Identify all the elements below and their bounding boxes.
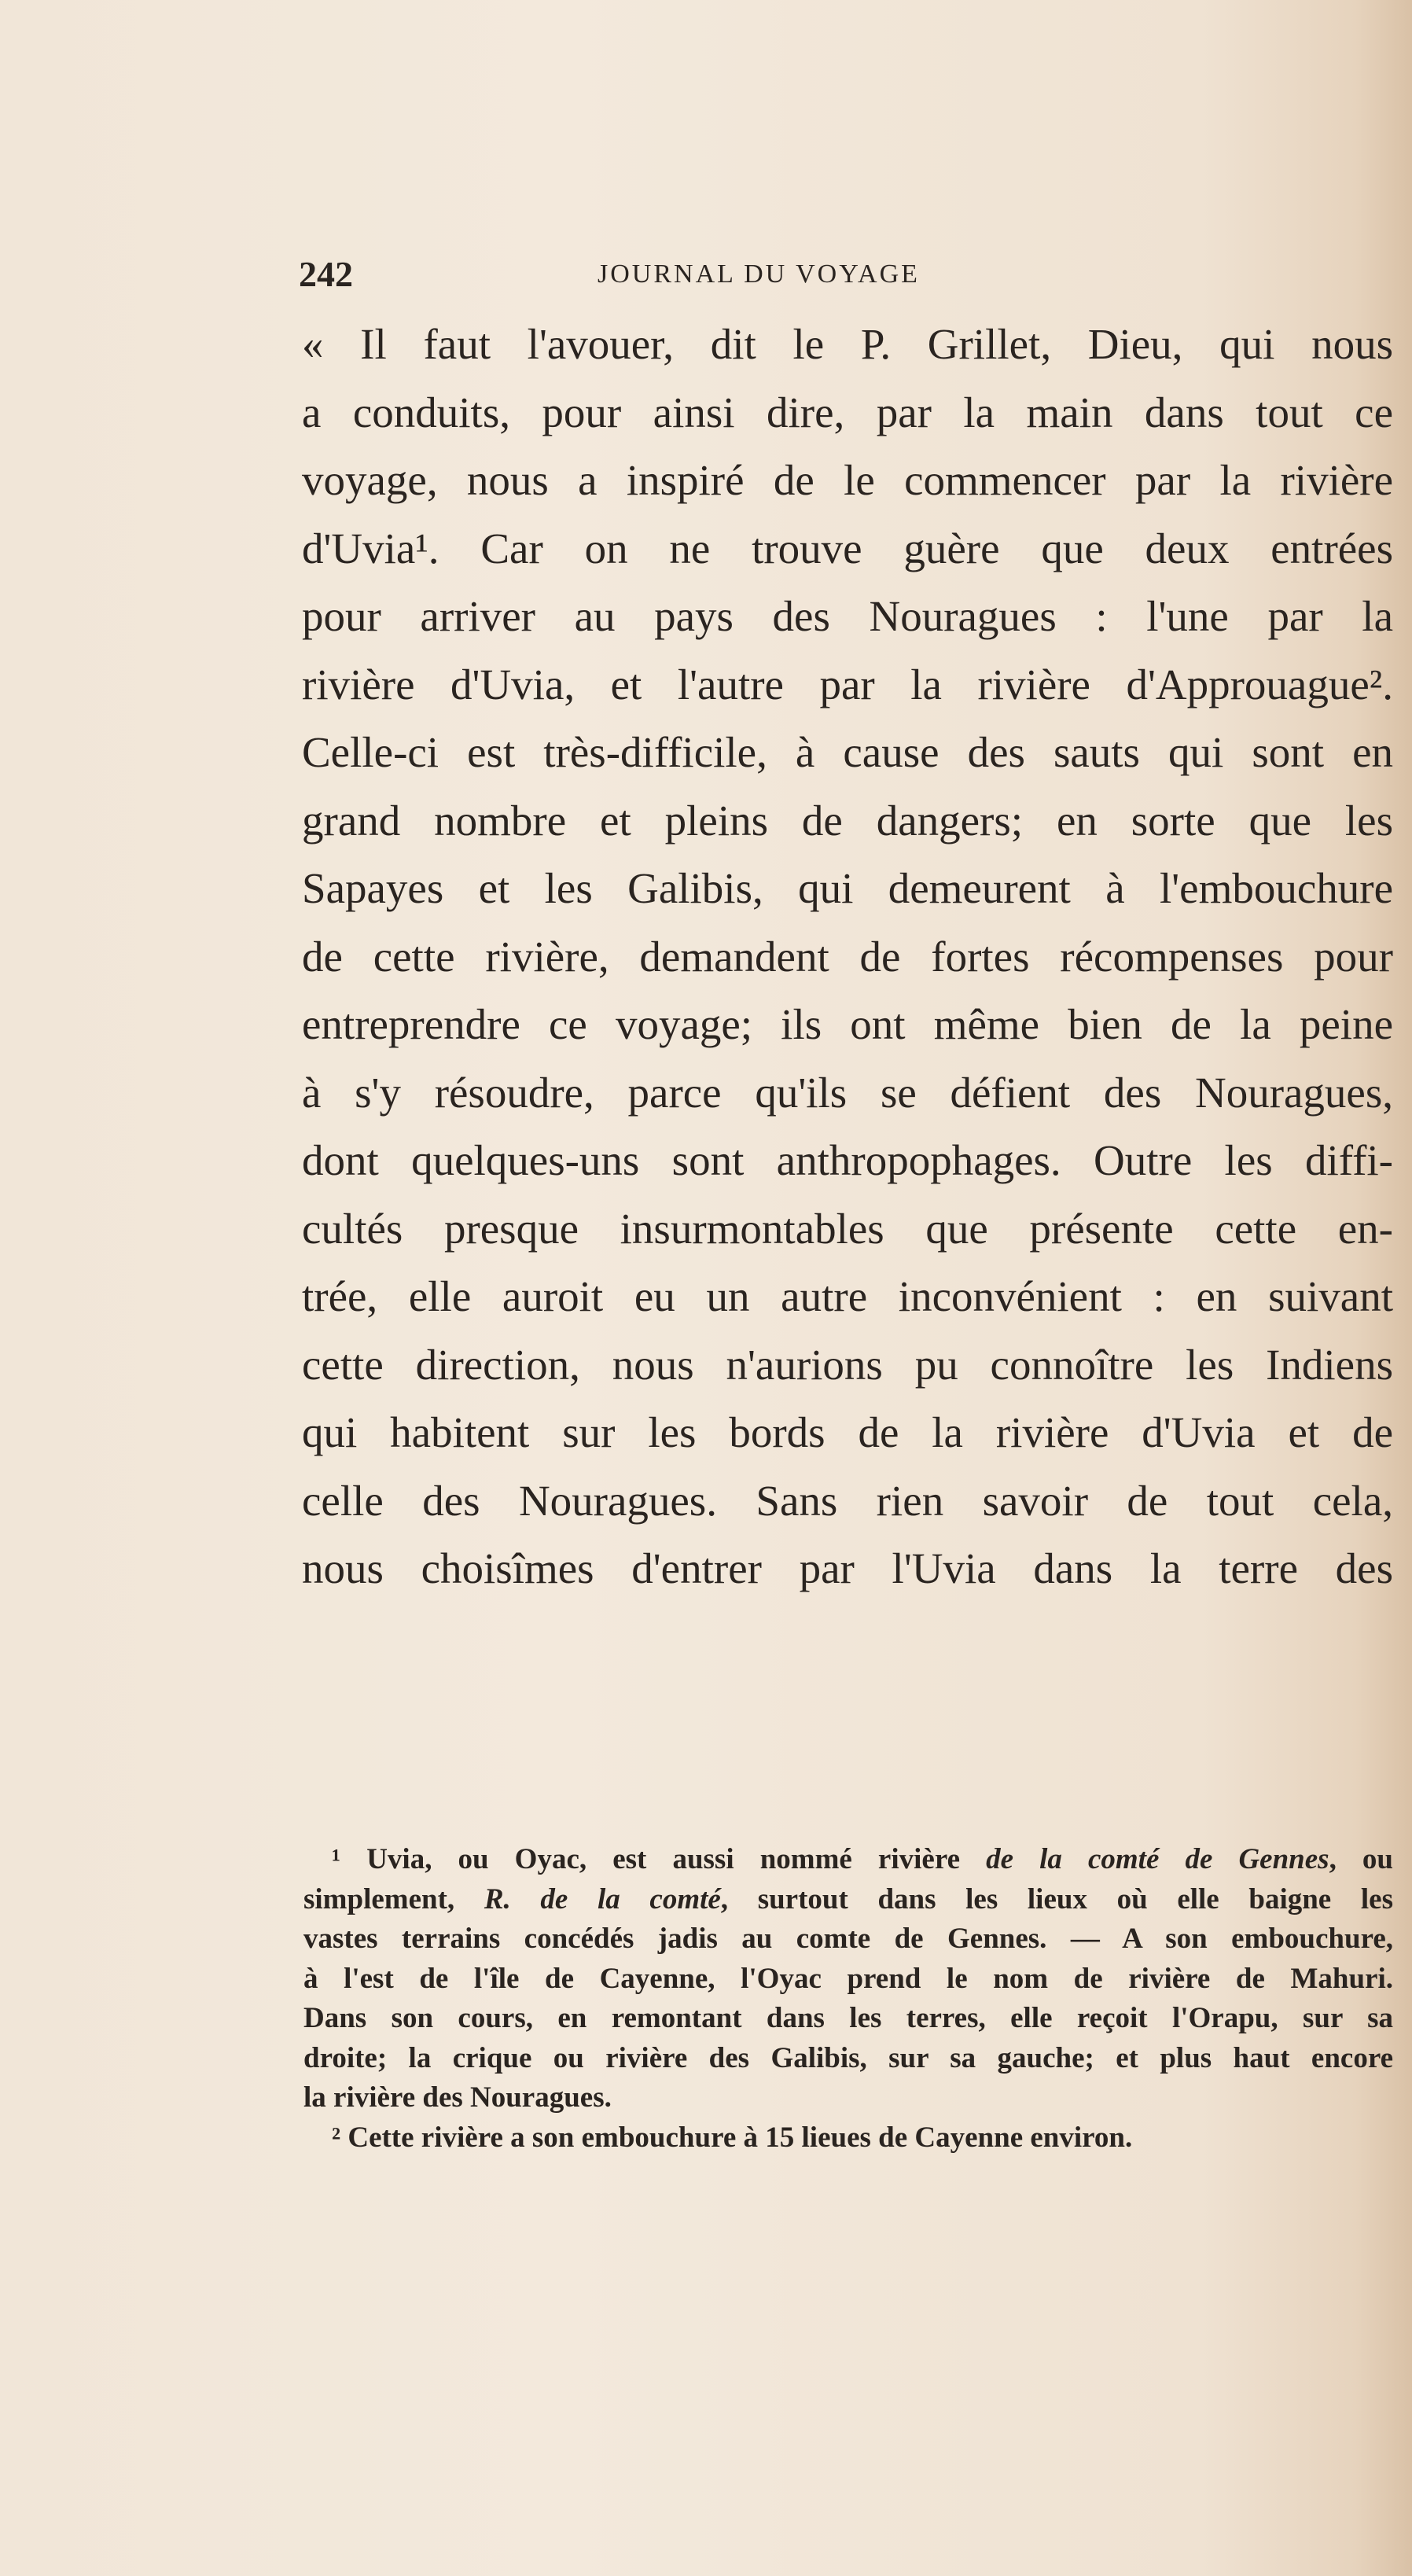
text-line: grand nombre et pleins de dangers; en sorte que les (302, 796, 1393, 845)
footnote-1-line (303, 1880, 1393, 1920)
footnote-text: Uvia, ou Oyac, est aussi nommé rivière (366, 1843, 987, 1875)
text-line: d'Uvia¹. Car on ne trouve guère que deux entrées (302, 524, 1393, 572)
footnote-marker: ¹ (332, 1843, 341, 1875)
footnote-marker: ² (332, 2121, 341, 2154)
text-line: de cette rivière, demandent de fortes récompenses pour (302, 932, 1393, 981)
footnote-text: , ou (1329, 1843, 1394, 1875)
footnote-italic: de la comté de Gennes (986, 1843, 1329, 1875)
page-number: 242 (299, 254, 353, 294)
running-title: JOURNAL DU VOYAGE (598, 259, 920, 289)
footnote-1-line: Dans son cours, en remontant dans les terres, elle reçoit l'Orapu, sur sa (303, 2002, 1393, 2034)
text-line: « Il faut l'avouer, dit le P. Grillet, Dieu, qui nous (302, 320, 1393, 368)
text-line: à s'y résoudre, parce qu'ils se défient des Nouragues, (302, 1068, 1393, 1117)
text-line: pour arriver au pays des Nouragues : l'une par la (302, 592, 1393, 640)
footnote-text: , surtout dans les lieux où elle baigne les (720, 1882, 1393, 1915)
footnote-1-line: à l'est de l'île de Cayenne, l'Oyac prend le nom de rivière de Mahuri. (303, 1962, 1393, 1995)
text-line: trée, elle auroit eu un autre inconvénient : en suivant (302, 1272, 1393, 1320)
text-line: Sapayes et les Galibis, qui demeurent à l'embouchure (302, 864, 1393, 912)
text-line: a conduits, pour ainsi dire, par la main dans tout ce (302, 388, 1393, 436)
text-line: cette direction, nous n'aurions pu connoître les Indiens (302, 1340, 1393, 1389)
footnote-1-line (303, 1840, 1393, 1880)
footnote-text: simplement, (303, 1882, 484, 1915)
footnote-1-line: droite; la crique ou rivière des Galibis, sur sa gauche; et plus haut encore (303, 2041, 1393, 2074)
text-line: cultés presque insurmontables que présente cette en- (302, 1204, 1393, 1253)
body-text (302, 311, 1393, 1603)
running-header (299, 253, 1053, 300)
footnote-1-line: la rivière des Nouragues. (303, 2081, 612, 2114)
text-line: qui habitent sur les bords de la rivière d'Uvia et de (302, 1408, 1393, 1456)
footnote-italic: R. de la comté (484, 1882, 721, 1915)
text-line: rivière d'Uvia, et l'autre par la rivière d'Approuague². (302, 660, 1393, 708)
footnote-text: Cette rivière a son embouchure à 15 lieues de Cayenne environ. (347, 2121, 1133, 2154)
footnote-2 (303, 2118, 1393, 2158)
text-line: nous choisîmes d'entrer par l'Uvia dans la terre des (302, 1544, 1393, 1592)
text-line: entreprendre ce voyage; ils ont même bien de la peine (302, 1000, 1393, 1048)
text-line: voyage, nous a inspiré de le commencer par la rivière (302, 456, 1393, 504)
text-line: dont quelques-uns sont anthropophages. Outre les diffi- (302, 1136, 1393, 1184)
footnotes (303, 1840, 1393, 2158)
text-line: Celle-ci est très-difficile, à cause des sauts qui sont en (302, 728, 1393, 776)
footnote-1-line: vastes terrains concédés jadis au comte de Gennes. — A son embouchure, (303, 1923, 1393, 1955)
text-line: celle des Nouragues. Sans rien savoir de tout cela, (302, 1476, 1393, 1525)
